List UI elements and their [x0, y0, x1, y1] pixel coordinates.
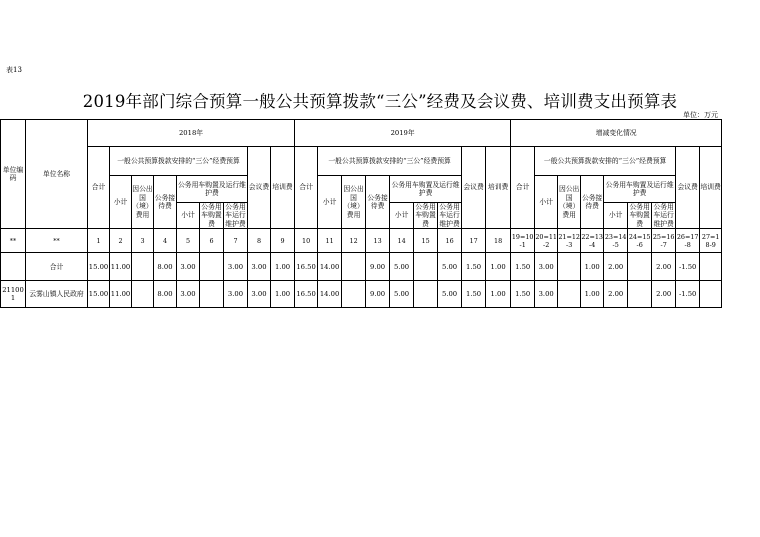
- value-cell: 9.00: [366, 253, 390, 281]
- value-cell: [558, 281, 581, 308]
- index-cell: 25=16-7: [652, 229, 676, 253]
- value-cell: [558, 253, 581, 281]
- index-cell: 20=11-2: [535, 229, 558, 253]
- index-cell: 15: [414, 229, 438, 253]
- unit-name-cell: 合计: [26, 253, 88, 281]
- index-cell: 18: [486, 229, 511, 253]
- index-cell: 19=10-1: [511, 229, 535, 253]
- index-cell: 22=13-4: [581, 229, 604, 253]
- header-vehicle-buy: 公务用车购置费: [415, 203, 436, 228]
- value-cell: 1.50: [462, 281, 486, 308]
- value-cell: 15.00: [88, 281, 110, 308]
- value-cell: 1.50: [511, 253, 535, 281]
- unit-code-cell: [1, 253, 26, 281]
- header-meeting: 会议费: [462, 147, 486, 229]
- index-cell: 14: [390, 229, 414, 253]
- index-cell: 5: [177, 229, 200, 253]
- header-2019: 2019年: [295, 120, 511, 147]
- table-number: 表13: [6, 66, 22, 74]
- header-three-public: 一般公共预算拨款安排的“三公”经费预算: [318, 147, 462, 176]
- value-cell: 3.00: [535, 281, 558, 308]
- header-subtotal: 小计: [110, 176, 132, 229]
- header-abroad: 因公出国（境）费用: [342, 176, 366, 229]
- header-reception: 公务接待费: [366, 176, 390, 229]
- value-cell: 3.00: [177, 281, 200, 308]
- index-cell: 9: [271, 229, 295, 253]
- page-title: 2019年部门综合预算一般公共预算拨款“三公”经费及会议费、培训费支出预算表: [82, 92, 678, 111]
- header-vehicle: 公务用车购置及运行维护费: [604, 176, 676, 203]
- value-cell: -1.50: [676, 253, 700, 281]
- value-cell: 11.00: [110, 253, 132, 281]
- value-cell: 1.00: [581, 281, 604, 308]
- value-cell: 1.00: [486, 253, 511, 281]
- value-cell: 16.50: [295, 253, 318, 281]
- value-cell: 2.00: [652, 253, 676, 281]
- value-cell: [200, 281, 224, 308]
- value-cell: 3.00: [535, 253, 558, 281]
- value-cell: 3.00: [177, 253, 200, 281]
- header-three-public: 一般公共预算拨款安排的“三公”经费预算: [535, 147, 676, 176]
- header-reception: 公务接待费: [581, 176, 604, 229]
- header-vehicle: 公务用车购置及运行维护费: [390, 176, 462, 203]
- index-cell: 26=17-8: [676, 229, 700, 253]
- index-cell: **: [26, 229, 88, 253]
- index-cell: 11: [318, 229, 342, 253]
- header-reception: 公务接待费: [154, 176, 177, 229]
- header-training: 培训费: [271, 147, 295, 229]
- index-cell: 3: [132, 229, 154, 253]
- index-cell: 12: [342, 229, 366, 253]
- header-meeting: 会议费: [676, 147, 700, 229]
- header-subtotal: 小计: [390, 203, 414, 229]
- header-vehicle-buy: 公务用车购置费: [629, 203, 650, 228]
- value-cell: [342, 281, 366, 308]
- header-unit-name: 单位名称: [26, 120, 88, 229]
- header-meeting: 会议费: [248, 147, 271, 229]
- value-cell: 14.00: [318, 253, 342, 281]
- header-training: 培训费: [486, 147, 511, 229]
- index-cell: 4: [154, 229, 177, 253]
- value-cell: [700, 253, 722, 281]
- index-cell: 24=15-6: [628, 229, 652, 253]
- value-cell: 14.00: [318, 281, 342, 308]
- header-subtotal: 小计: [318, 176, 342, 229]
- table-row-unit: [1, 281, 722, 308]
- header-vehicle-run: 公务用车运行维护费: [439, 203, 460, 228]
- value-cell: 15.00: [88, 253, 110, 281]
- value-cell: 3.00: [248, 281, 271, 308]
- index-cell: 1: [88, 229, 110, 253]
- header-change: 增减变化情况: [511, 120, 722, 147]
- value-cell: [342, 253, 366, 281]
- header-abroad: 因公出国（境）费用: [558, 176, 581, 229]
- header-vehicle: 公务用车购置及运行维护费: [177, 176, 248, 203]
- header-abroad: 因公出国（境）费用: [132, 176, 154, 229]
- index-cell: 10: [295, 229, 318, 253]
- budget-table: [0, 119, 722, 308]
- header-2018: 2018年: [88, 120, 295, 147]
- value-cell: [414, 281, 438, 308]
- value-cell: 5.00: [438, 281, 462, 308]
- index-cell: 21=12-3: [558, 229, 581, 253]
- header-vehicle-run: 公务用车运行维护费: [225, 203, 246, 228]
- value-cell: 1.00: [271, 253, 295, 281]
- value-cell: [700, 281, 722, 308]
- index-cell: 23=14-5: [604, 229, 628, 253]
- value-cell: [132, 281, 154, 308]
- header-training: 培训费: [700, 147, 722, 229]
- value-cell: 1.50: [511, 281, 535, 308]
- value-cell: 5.00: [390, 253, 414, 281]
- header-total: 合计: [295, 147, 318, 229]
- index-cell: 2: [110, 229, 132, 253]
- value-cell: [628, 253, 652, 281]
- value-cell: [132, 253, 154, 281]
- unit-code-cell: 211001: [1, 281, 26, 308]
- value-cell: 3.00: [248, 253, 271, 281]
- value-cell: 1.00: [486, 281, 511, 308]
- index-cell: 16: [438, 229, 462, 253]
- value-cell: [200, 253, 224, 281]
- unit-label: 单位：万元: [683, 111, 718, 119]
- value-cell: 11.00: [110, 281, 132, 308]
- value-cell: 8.00: [154, 281, 177, 308]
- header-subtotal: 小计: [177, 203, 200, 229]
- value-cell: 16.50: [295, 281, 318, 308]
- index-cell: 17: [462, 229, 486, 253]
- index-cell: 7: [224, 229, 248, 253]
- value-cell: 1.00: [271, 281, 295, 308]
- value-cell: 2.00: [604, 281, 628, 308]
- index-cell: 8: [248, 229, 271, 253]
- index-cell: 13: [366, 229, 390, 253]
- index-cell: 27=18-9: [700, 229, 722, 253]
- header-total: 合计: [88, 147, 110, 229]
- index-cell: **: [1, 229, 26, 253]
- value-cell: 3.00: [224, 253, 248, 281]
- unit-name-cell: 云雾山镇人民政府: [26, 281, 88, 308]
- value-cell: 9.00: [366, 281, 390, 308]
- table-row-total: [1, 253, 722, 281]
- header-total: 合计: [511, 147, 535, 229]
- header-vehicle-buy: 公务用车购置费: [201, 203, 222, 228]
- index-row: [1, 229, 722, 253]
- value-cell: 8.00: [154, 253, 177, 281]
- value-cell: [414, 253, 438, 281]
- index-cell: 6: [200, 229, 224, 253]
- value-cell: 1.50: [462, 253, 486, 281]
- header-three-public: 一般公共预算拨款安排的“三公”经费预算: [110, 147, 248, 176]
- header-unit-code: 单位编码: [1, 120, 26, 229]
- value-cell: -1.50: [676, 281, 700, 308]
- value-cell: 5.00: [438, 253, 462, 281]
- value-cell: 3.00: [224, 281, 248, 308]
- value-cell: 2.00: [604, 253, 628, 281]
- value-cell: 2.00: [652, 281, 676, 308]
- header-subtotal: 小计: [604, 203, 628, 229]
- value-cell: 1.00: [581, 253, 604, 281]
- header-subtotal: 小计: [535, 176, 558, 229]
- value-cell: 5.00: [390, 281, 414, 308]
- header-vehicle-run: 公务用车运行维护费: [653, 203, 674, 228]
- value-cell: [628, 281, 652, 308]
